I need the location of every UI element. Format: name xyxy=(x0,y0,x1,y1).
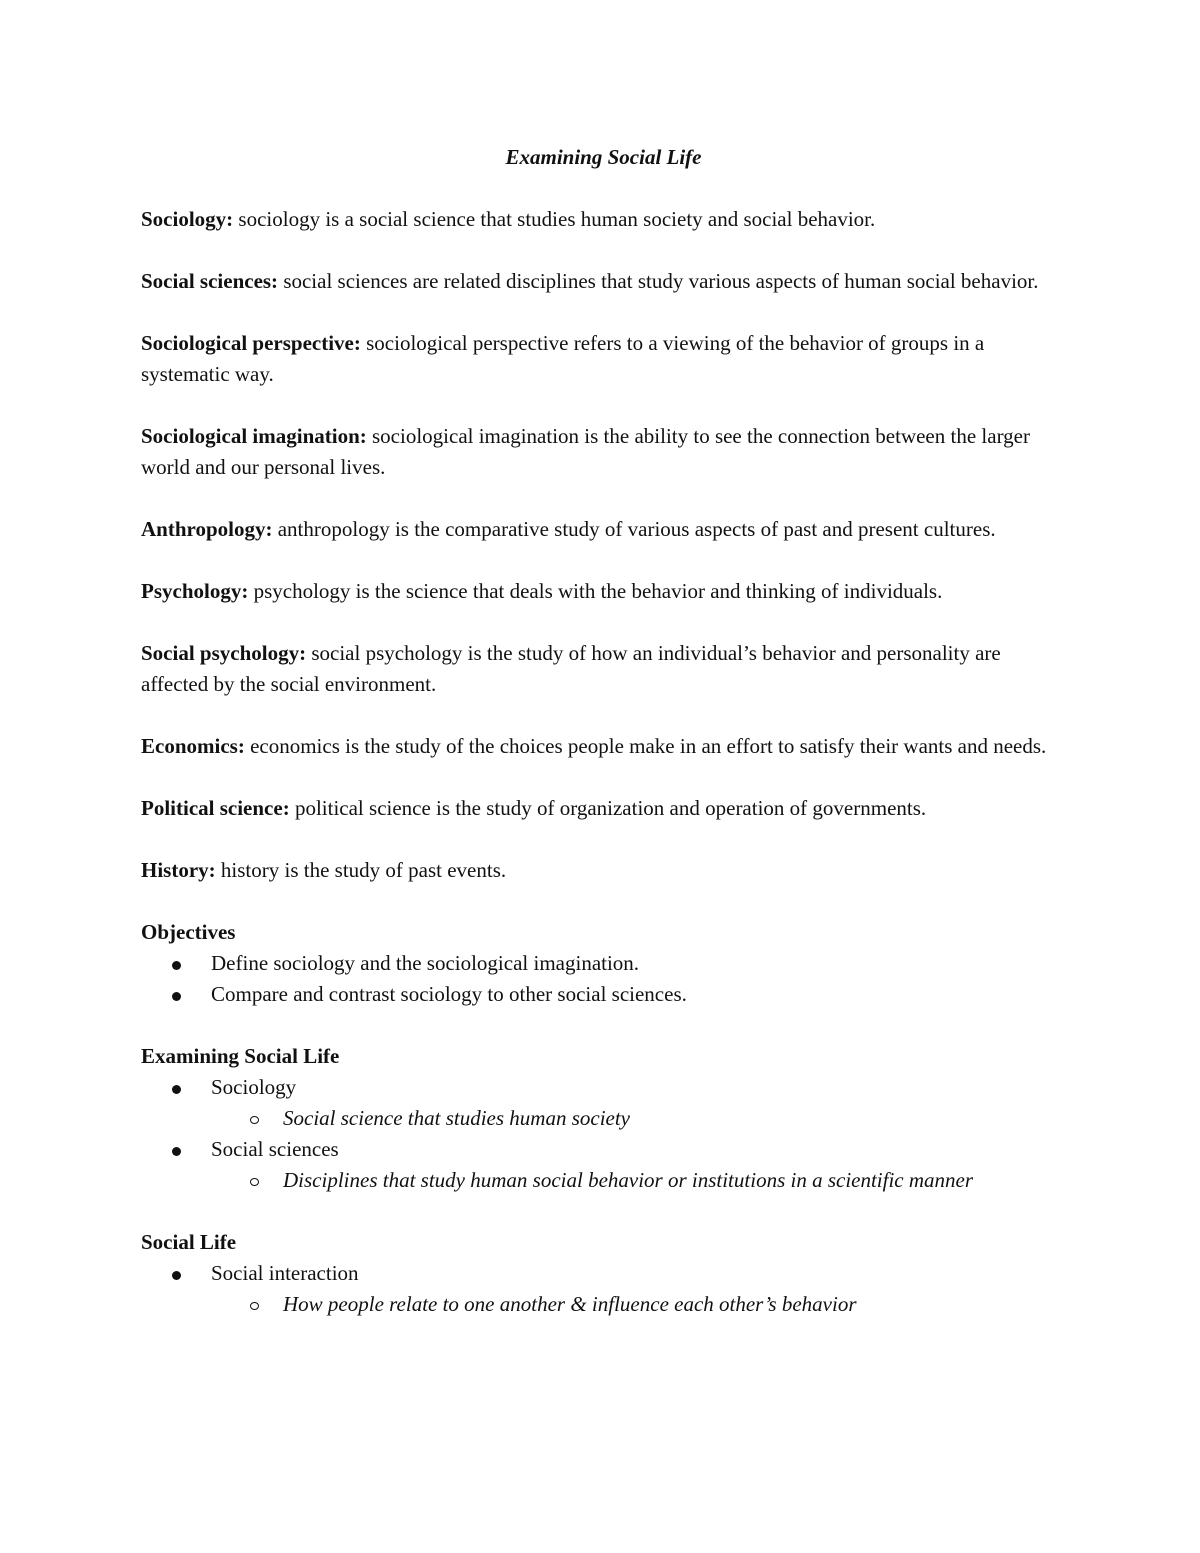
definition-text: psychology is the science that deals with the behavior and thinking of individuals. xyxy=(248,579,943,603)
sublist-item xyxy=(141,1289,1066,1320)
definition-text: social sciences are related disciplines that study various aspects of human social behavior. xyxy=(278,269,1039,293)
definition-text: political science is the study of organization and operation of governments. xyxy=(289,796,927,820)
list-item-text: Social sciences xyxy=(211,1137,339,1161)
social-life-heading: Social Life xyxy=(141,1230,237,1254)
list-item-text: Sociology xyxy=(211,1075,297,1099)
examining-list xyxy=(141,1072,1066,1196)
hollow-bullet-icon xyxy=(250,1116,259,1124)
document-body xyxy=(141,142,1066,1351)
definition-term: Economics: xyxy=(141,734,245,758)
definition-term: Political science: xyxy=(141,796,290,820)
definition-term: Sociological imagination: xyxy=(141,424,367,448)
objectives-list xyxy=(141,948,1066,1010)
list-item xyxy=(141,1134,1066,1196)
bullet-icon xyxy=(172,1085,181,1094)
definition-term: History: xyxy=(141,858,216,882)
definition-sociological-imagination xyxy=(141,421,1066,483)
list-item xyxy=(141,1258,1066,1320)
definition-text: history is the study of past events. xyxy=(215,858,507,882)
definition-political-science xyxy=(141,793,1066,824)
definition-sociology xyxy=(141,204,1066,235)
sublist-item xyxy=(141,1103,1066,1134)
list-item xyxy=(141,1072,1066,1134)
sublist xyxy=(211,1103,1066,1134)
definition-text: sociological imagination is the ability to see the connection between the larger world and our personal lives. xyxy=(141,424,1030,479)
sublist-item-text: Social science that studies human society xyxy=(283,1106,631,1130)
definition-term: Psychology: xyxy=(141,579,249,603)
definition-social-sciences xyxy=(141,266,1066,297)
hollow-bullet-icon xyxy=(250,1178,259,1186)
definition-psychology xyxy=(141,576,1066,607)
list-item xyxy=(141,979,1066,1010)
sublist-item-text: Disciplines that study human social behavior or institutions in a scientific manner xyxy=(283,1168,974,1192)
definition-text: sociological perspective refers to a viewing of the behavior of groups in a systematic way. xyxy=(141,331,985,386)
definition-text: economics is the study of the choices people make in an effort to satisfy their wants and needs. xyxy=(244,734,1047,758)
sublist-item-text: How people relate to one another & influence each other’s behavior xyxy=(283,1292,857,1316)
definition-anthropology xyxy=(141,514,1066,545)
document-title: Examining Social Life xyxy=(505,145,702,169)
bullet-icon xyxy=(172,961,181,970)
examining-heading: Examining Social Life xyxy=(141,1044,340,1068)
list-item xyxy=(141,948,1066,979)
definition-term: Sociological perspective: xyxy=(141,331,361,355)
list-item-text: Social interaction xyxy=(211,1261,359,1285)
definition-history xyxy=(141,855,1066,886)
sublist xyxy=(211,1165,1066,1196)
bullet-icon xyxy=(172,1271,181,1280)
definition-economics xyxy=(141,731,1066,762)
social-life-list xyxy=(141,1258,1066,1320)
definition-term: Social sciences: xyxy=(141,269,279,293)
definition-term: Anthropology: xyxy=(141,517,273,541)
definition-social-psychology xyxy=(141,638,1066,700)
definition-term: Sociology: xyxy=(141,207,234,231)
definition-text: social psychology is the study of how an individual’s behavior and personality are affected by the social environment. xyxy=(141,641,1001,696)
bullet-icon xyxy=(172,1147,181,1156)
definition-term: Social psychology: xyxy=(141,641,307,665)
objectives-heading: Objectives xyxy=(141,920,236,944)
list-item-text: Compare and contrast sociology to other social sciences. xyxy=(211,982,687,1006)
hollow-bullet-icon xyxy=(250,1302,259,1310)
definition-sociological-perspective xyxy=(141,328,1066,390)
definition-text: sociology is a social science that studies human society and social behavior. xyxy=(233,207,876,231)
sublist-item xyxy=(141,1165,1066,1196)
bullet-icon xyxy=(172,992,181,1001)
list-item-text: Define sociology and the sociological imagination. xyxy=(211,951,640,975)
definition-text: anthropology is the comparative study of various aspects of past and present cultures. xyxy=(272,517,996,541)
sublist xyxy=(211,1289,1066,1320)
